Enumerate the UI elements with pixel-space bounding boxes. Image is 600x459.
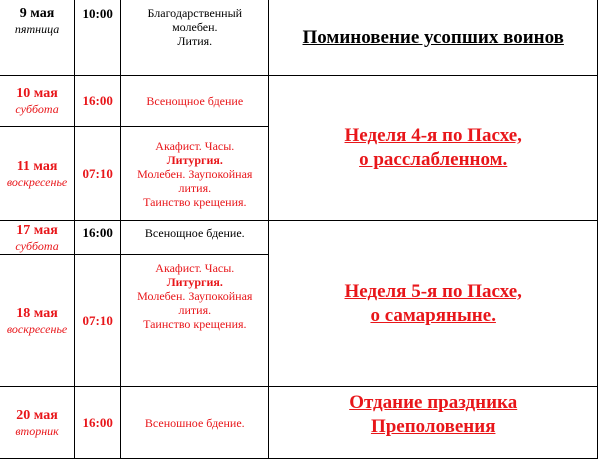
service-line: Таинство крещения.	[143, 194, 247, 209]
time-cell: 07:10	[75, 255, 121, 387]
time-cell: 16:00	[75, 387, 121, 459]
time-cell: 10:00	[75, 0, 121, 76]
note-cell	[269, 0, 598, 76]
feast-note-line: Преполовения	[370, 416, 496, 437]
service-line: Таинство крещения.	[143, 317, 247, 331]
date: 20 мая	[16, 407, 58, 423]
date-cell	[0, 221, 75, 255]
service-line: Лития.	[177, 34, 213, 48]
services-cell	[121, 221, 269, 255]
date-cell	[0, 255, 75, 387]
schedule-row-may-20	[0, 387, 598, 459]
sunday-note-line: Неделя 5-я по Пасхе,	[344, 280, 522, 302]
service-line: Литургия.	[166, 152, 223, 167]
service-line: молебен.	[172, 20, 218, 34]
feast-note-line: Отдание праздника	[349, 392, 518, 413]
weekday: воскресенье	[6, 174, 68, 189]
service-line: Всенощное бдение	[146, 94, 244, 108]
sunday-note-line: Неделя 4-я по Пасхе,	[344, 125, 522, 146]
service-line: Всеношное бдение.	[144, 415, 245, 430]
service-line: Акафист. Часы.	[155, 261, 235, 275]
service-line: лития.	[178, 180, 212, 195]
note-cell	[269, 221, 598, 387]
service-line: Акафист. Часы.	[155, 138, 235, 153]
weekday: пятница	[14, 22, 60, 36]
time-cell: 16:00	[75, 221, 121, 255]
time-cell: 16:00	[75, 76, 121, 127]
note-cell	[269, 76, 598, 221]
services-cell	[121, 0, 269, 76]
service-line: Молебен. Заупокойная	[137, 289, 253, 303]
services-cell	[121, 127, 269, 221]
weekday: воскресенье	[6, 321, 68, 336]
date: 9 мая	[19, 6, 55, 21]
sunday-note-line: о расслабленном.	[359, 149, 508, 170]
date: 11 мая	[16, 158, 58, 174]
services-cell	[121, 255, 269, 387]
date-cell	[0, 127, 75, 221]
schedule-row-may-17	[0, 221, 598, 255]
date: 10 мая	[16, 86, 58, 101]
memorial-note: Поминовение усопших воинов	[302, 26, 564, 48]
service-line: Молебен. Заупокойная	[137, 166, 253, 181]
service-line: Благодарственный	[147, 6, 243, 20]
service-line: Всенощное бдение.	[144, 226, 245, 240]
time-cell: 07:10	[75, 127, 121, 221]
schedule-row-may-10	[0, 76, 598, 127]
weekday: суббота	[15, 102, 59, 116]
sunday-note-line: о самаряныне.	[370, 304, 496, 326]
note-cell	[269, 387, 598, 459]
date-cell	[0, 387, 75, 459]
services-cell	[121, 387, 269, 459]
weekday: суббота	[15, 238, 59, 253]
date-cell	[0, 76, 75, 127]
weekday: вторник	[15, 423, 59, 438]
date-cell	[0, 0, 75, 76]
schedule-row-may-9	[0, 0, 598, 76]
service-line: лития.	[178, 303, 212, 317]
services-cell	[121, 76, 269, 127]
service-line: Литургия.	[166, 275, 223, 289]
date: 17 мая	[16, 222, 58, 238]
date: 18 мая	[16, 305, 58, 321]
